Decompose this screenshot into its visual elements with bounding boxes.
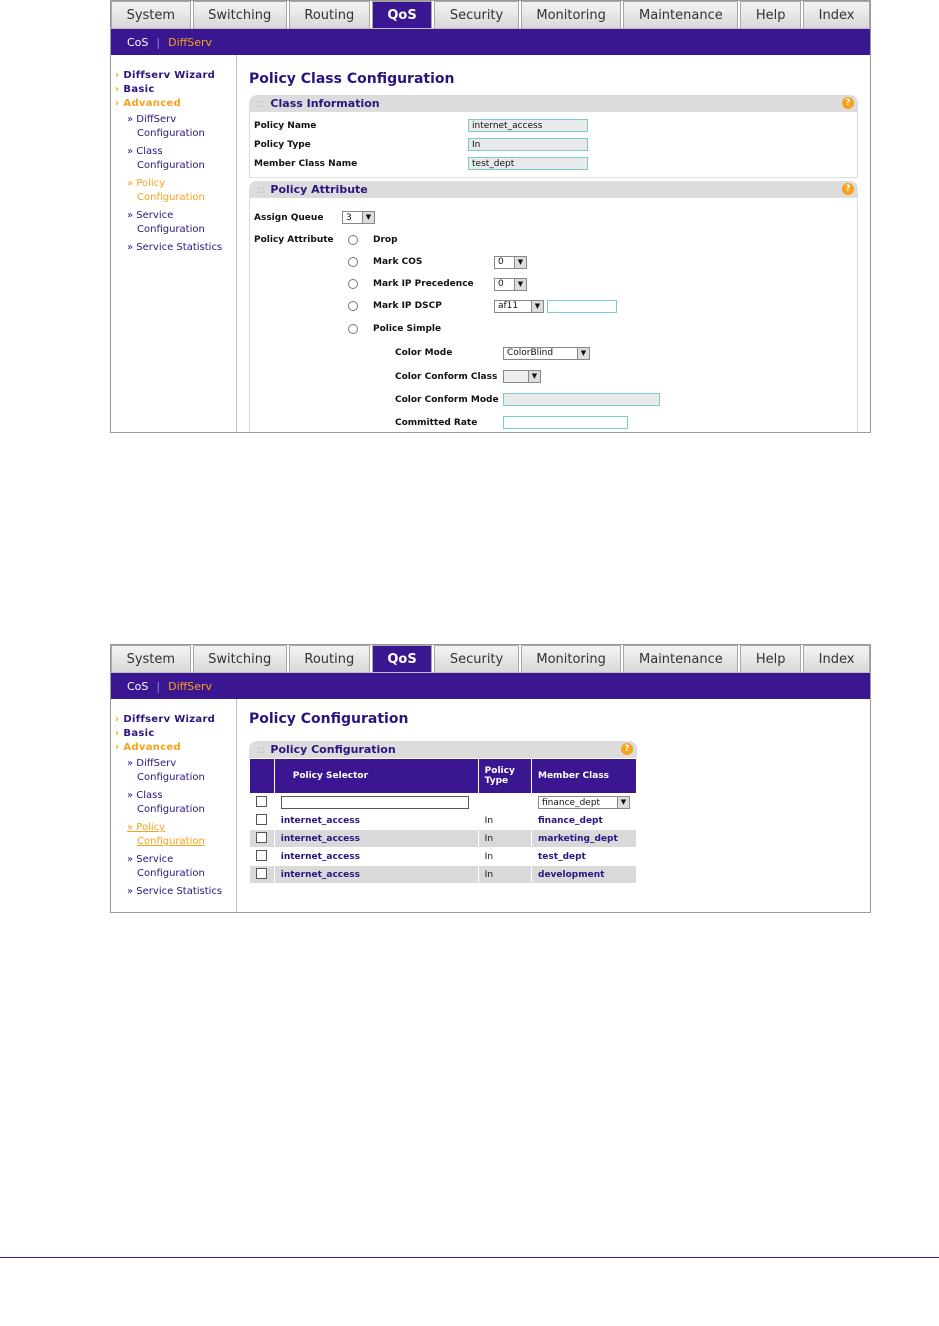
color-mode-select[interactable] [503, 347, 590, 360]
sidebar-item-service-stats[interactable] [111, 883, 236, 901]
tab-switching[interactable]: Switching [193, 645, 287, 672]
sidebar-item-wizard[interactable] [111, 69, 236, 83]
sidebar-item-advanced[interactable] [111, 741, 236, 755]
subnav-cos[interactable]: CoS [127, 35, 149, 49]
policy-attr-body [249, 198, 858, 433]
sidebar-item-service-stats[interactable] [111, 239, 236, 257]
sidebar-label: » DiffServ [127, 114, 177, 125]
tab-help[interactable]: Help [740, 645, 801, 672]
page-title: Policy Class Configuration [249, 71, 455, 87]
select-cell [250, 812, 275, 830]
sidebar-item-class-config[interactable] [111, 787, 236, 819]
sidebar-label: » Class [127, 790, 163, 801]
subnav-diffserv[interactable]: DiffServ [168, 679, 213, 693]
selector-cell[interactable]: internet_access [274, 866, 478, 884]
mark-ip-dscp-input[interactable] [547, 300, 617, 313]
subnav [111, 673, 870, 699]
drag-dots-icon: :: [257, 97, 265, 110]
member-class-select[interactable] [538, 796, 630, 809]
tab-routing[interactable]: Routing [289, 1, 370, 28]
row-checkbox[interactable] [256, 850, 267, 861]
table-row [250, 866, 637, 884]
sidebar-label: » Service [127, 210, 174, 221]
tab-security[interactable]: Security [434, 1, 519, 28]
class-info-body [249, 112, 858, 178]
help-icon[interactable]: ? [621, 743, 633, 755]
policy-name-label: Policy Name [254, 120, 317, 131]
tab-security[interactable]: Security [434, 645, 519, 672]
select-value: 0 [498, 279, 504, 289]
mark-ip-precedence-radio[interactable] [348, 279, 358, 289]
tab-maintenance[interactable]: Maintenance [623, 1, 738, 28]
chevron-down-icon: › [115, 98, 120, 109]
drop-label: Drop [373, 235, 398, 245]
sidebar-label: Advanced [123, 742, 181, 753]
sidebar-item-basic[interactable] [111, 727, 236, 741]
new-entry-row [250, 794, 637, 812]
sidebar-item-policy-config[interactable] [111, 819, 236, 851]
select-value: finance_dept [542, 797, 601, 808]
tab-routing[interactable]: Routing [289, 645, 370, 672]
sidebar-label: Advanced [123, 98, 181, 109]
sidebar-label: » DiffServ [127, 758, 177, 769]
sidebar-item-diffserv-config[interactable] [111, 111, 236, 143]
sidebar-label: Diffserv Wizard [123, 714, 216, 725]
assign-queue-label: Assign Queue [254, 212, 324, 223]
content-area [111, 55, 870, 433]
main-panel [237, 699, 870, 913]
sidebar-item-class-config[interactable] [111, 143, 236, 175]
subnav-diffserv[interactable]: DiffServ [168, 35, 213, 49]
chevron-right-icon: › [115, 84, 120, 95]
class-info-header [249, 95, 858, 112]
chevron-right-icon: › [115, 714, 120, 725]
footer-rule [0, 1257, 939, 1258]
type-cell: In [478, 830, 531, 848]
chevron-right-icon: › [115, 70, 120, 81]
mark-ip-precedence-select[interactable] [494, 278, 527, 291]
new-entry-checkbox[interactable] [256, 796, 267, 807]
tab-monitoring[interactable]: Monitoring [521, 645, 622, 672]
sidebar-label: » Service Statistics [127, 886, 223, 897]
row-checkbox[interactable] [256, 814, 267, 825]
drop-radio[interactable] [348, 235, 358, 245]
sidebar-item-diffserv-config[interactable] [111, 755, 236, 787]
select-value: 0 [498, 257, 504, 267]
sidebar-label: Configuration [137, 804, 205, 815]
section-title: Class Information [270, 97, 380, 110]
tab-help[interactable]: Help [740, 1, 801, 28]
select-col-header [250, 759, 275, 794]
committed-rate-label: Committed Rate [395, 417, 478, 428]
sidebar-item-advanced[interactable] [111, 97, 236, 111]
selector-cell[interactable]: internet_access [274, 812, 478, 830]
mark-ip-precedence-label: Mark IP Precedence [373, 279, 474, 289]
tab-monitoring[interactable]: Monitoring [521, 1, 622, 28]
subnav-cos[interactable]: CoS [127, 679, 149, 693]
mark-cos-select[interactable] [494, 256, 527, 269]
policy-attr-header [249, 181, 858, 198]
chevron-down-icon: › [115, 742, 120, 753]
member-cell[interactable]: marketing_dept [532, 830, 637, 848]
row-checkbox[interactable] [256, 832, 267, 843]
sidebar [111, 55, 237, 433]
assign-queue-select[interactable] [342, 211, 375, 224]
select-cell [250, 848, 275, 866]
drag-dots-icon: :: [257, 743, 265, 756]
dropdown-arrow-icon: ▼ [617, 797, 629, 808]
policy-name-value: internet_access [468, 119, 588, 132]
color-conform-class-select[interactable] [503, 370, 541, 383]
dropdown-arrow-icon: ▼ [531, 301, 543, 312]
member-cell[interactable]: development [532, 866, 637, 884]
subnav [111, 29, 870, 55]
select-cell [250, 794, 275, 812]
tab-system[interactable]: System [111, 1, 191, 28]
sidebar-label: Configuration [137, 224, 205, 235]
policy-type-label: Policy Type [254, 139, 311, 150]
mark-ip-dscp-select[interactable] [494, 300, 544, 313]
sidebar-label: Diffserv Wizard [123, 70, 216, 81]
selector-cell[interactable]: internet_access [274, 830, 478, 848]
select-cell [250, 830, 275, 848]
tab-qos[interactable]: QoS [372, 1, 432, 28]
tab-index[interactable]: Index [803, 1, 870, 28]
sidebar-label: Configuration [137, 160, 205, 171]
table-row [250, 812, 637, 830]
type-cell: In [478, 848, 531, 866]
mark-cos-radio[interactable] [348, 257, 358, 267]
color-mode-label: Color Mode [395, 348, 453, 358]
color-conform-mode-value [503, 393, 660, 406]
page-title: Policy Configuration [249, 711, 409, 727]
policy-type-header [478, 759, 531, 794]
subnav-separator: | [156, 679, 161, 693]
policy-type-value: In [468, 138, 588, 151]
member-cell[interactable]: finance_dept [532, 812, 637, 830]
section-title: Policy Configuration [270, 743, 396, 756]
sidebar-item-policy-config[interactable] [111, 175, 236, 207]
dropdown-arrow-icon: ▼ [528, 371, 540, 382]
policy-selector-header: Policy Selector [274, 759, 478, 794]
type-cell [478, 794, 531, 812]
mark-ip-dscp-radio[interactable] [348, 301, 358, 311]
sidebar [111, 699, 237, 913]
sidebar-label: Configuration [137, 128, 205, 139]
main-tabs [111, 1, 870, 29]
dropdown-arrow-icon: ▼ [577, 348, 589, 359]
type-cell: In [478, 866, 531, 884]
selector-input-cell [274, 794, 478, 812]
tab-switching[interactable]: Switching [193, 1, 287, 28]
dropdown-arrow-icon: ▼ [362, 212, 374, 223]
subnav-separator: | [156, 35, 161, 49]
screenshot-policy-config [110, 644, 871, 913]
chevron-right-icon: › [115, 728, 120, 739]
table-header-row [250, 759, 637, 794]
member-class-header: Member Class [532, 759, 637, 794]
sidebar-label: Basic [123, 84, 155, 95]
help-icon[interactable]: ? [842, 97, 854, 109]
type-cell: In [478, 812, 531, 830]
policy-config-header [249, 741, 637, 758]
select-value: ColorBlind [507, 348, 554, 358]
sidebar-label: » Service Statistics [127, 242, 223, 253]
sidebar-item-service-config[interactable] [111, 207, 236, 239]
tab-system[interactable]: System [111, 645, 191, 672]
sidebar-item-wizard[interactable] [111, 713, 236, 727]
select-cell [250, 866, 275, 884]
help-icon[interactable]: ? [842, 183, 854, 195]
tab-maintenance[interactable]: Maintenance [623, 645, 738, 672]
sidebar-label: » Policy [127, 822, 166, 833]
sidebar-label: » Class [127, 146, 163, 157]
policy-table [249, 758, 637, 884]
color-conform-mode-label: Color Conform Mode [395, 394, 499, 405]
main-panel [237, 55, 870, 433]
police-simple-label: Police Simple [373, 324, 442, 334]
table-row [250, 830, 637, 848]
section-title: Policy Attribute [270, 183, 368, 196]
main-tabs [111, 645, 870, 673]
member-class-value: test_dept [468, 157, 588, 170]
selector-cell[interactable]: internet_access [274, 848, 478, 866]
policy-selector-input[interactable] [281, 796, 469, 809]
table-row [250, 848, 637, 866]
header-line: Policy [484, 766, 515, 776]
sidebar-label: Basic [123, 728, 155, 739]
header-line: Type [484, 776, 509, 786]
member-select-cell [532, 794, 637, 812]
row-checkbox[interactable] [256, 868, 267, 879]
dropdown-arrow-icon: ▼ [514, 257, 526, 268]
sidebar-label: » Service [127, 854, 174, 865]
select-value: 3 [346, 212, 352, 223]
sidebar-item-service-config[interactable] [111, 851, 236, 883]
mark-cos-label: Mark COS [373, 257, 423, 267]
screenshot-policy-class-config [110, 0, 871, 433]
member-cell[interactable]: test_dept [532, 848, 637, 866]
sidebar-label: Configuration [137, 836, 205, 847]
tab-qos[interactable]: QoS [372, 645, 432, 672]
committed-rate-input[interactable] [503, 416, 628, 429]
sidebar-item-basic[interactable] [111, 83, 236, 97]
policy-attribute-label: Policy Attribute [254, 235, 334, 245]
dropdown-arrow-icon: ▼ [514, 279, 526, 290]
sidebar-label: Configuration [137, 192, 205, 203]
sidebar-label: » Policy [127, 178, 166, 189]
drag-dots-icon: :: [257, 183, 265, 196]
tab-index[interactable]: Index [803, 645, 870, 672]
sidebar-label: Configuration [137, 868, 205, 879]
sidebar-label: Configuration [137, 772, 205, 783]
police-simple-radio[interactable] [348, 324, 358, 334]
color-conform-class-label: Color Conform Class [395, 371, 498, 382]
content-area [111, 699, 870, 913]
member-class-label: Member Class Name [254, 158, 358, 169]
select-value: af11 [498, 301, 519, 311]
mark-ip-dscp-label: Mark IP DSCP [373, 301, 442, 311]
